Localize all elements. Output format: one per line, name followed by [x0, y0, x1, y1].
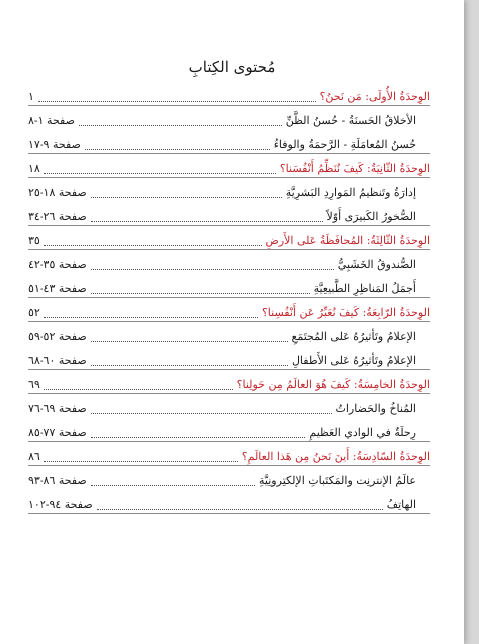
- toc-page: ٥٢: [28, 306, 40, 319]
- dot-leader: [91, 293, 310, 294]
- dot-leader: [91, 269, 334, 270]
- toc-page: صفحة ٦٩-٧٦: [28, 402, 87, 415]
- toc-page: ٦٩: [28, 378, 40, 391]
- toc-unit-2: [28, 154, 430, 178]
- toc-lesson: [28, 394, 430, 418]
- toc-page: صفحة ١-٨: [28, 114, 75, 127]
- dot-leader: [97, 509, 383, 510]
- divider: [28, 513, 430, 514]
- toc-lesson: [28, 250, 430, 274]
- dot-leader: [91, 197, 282, 198]
- table-of-contents: [28, 82, 430, 514]
- toc-label: الوِحدَةُ السّادِسَةُ: أَينَ نَحنُ مِن هَذا العالَمِ؟: [241, 450, 430, 463]
- dot-leader: [91, 221, 323, 222]
- toc-lesson: [28, 202, 430, 226]
- dot-leader: [79, 125, 282, 126]
- toc-label: الصُّندوقُ الخَشَبِيُّ: [337, 258, 416, 271]
- toc-unit-1: [28, 82, 430, 106]
- toc-label: حُسنُ المُعامَلَةِ - الرَّحمَةُ والوفاءُ: [273, 138, 416, 151]
- toc-page: صفحة ٨٦-٩٣: [28, 474, 87, 487]
- dot-leader: [44, 173, 276, 174]
- toc-label: الوِحدَةُ الخامِسَةُ: كَيفَ هُوَ العالَمُ مِن حَولِنا؟: [236, 378, 430, 391]
- toc-page: صفحة ٧٧-٨٥: [28, 426, 87, 439]
- toc-unit-3: [28, 226, 430, 250]
- dot-leader: [91, 413, 332, 414]
- dot-leader: [85, 149, 270, 150]
- dot-leader: [91, 365, 288, 366]
- toc-page: ١٨: [28, 162, 40, 175]
- dot-leader: [91, 437, 306, 438]
- dot-leader: [44, 461, 238, 462]
- toc-page: صفحة ٢٦-٣٤: [28, 210, 87, 223]
- toc-page: ٨٦: [28, 450, 40, 463]
- toc-page: صفحة ١٨-٢٥: [28, 186, 87, 199]
- toc-label: الإعلامُ وتَأثيرُهُ عَلى المُجتَمَعِ: [291, 330, 416, 343]
- toc-label: أَجمَلُ المَناظِرِ الطَّبيعِيَّةِ: [313, 282, 416, 295]
- toc-page: صفحة ٩-١٧: [28, 138, 81, 151]
- toc-lesson: [28, 466, 430, 490]
- toc-label: الوِحدَةُ الثّالِثَةُ: المُحافَظَةُ عَلى الأَرضِ: [265, 234, 430, 247]
- dot-leader: [44, 317, 258, 318]
- toc-lesson: [28, 130, 430, 154]
- toc-page: صفحة ٩٤-١٠٢: [28, 498, 93, 511]
- toc-label: الهاتِفُ: [386, 498, 416, 511]
- toc-page: صفحة ٤٣-٥١: [28, 282, 87, 295]
- dot-leader: [44, 245, 262, 246]
- toc-label: الإعلامُ وتَأثيرُهُ عَلى الأَطفالِ: [291, 354, 416, 367]
- toc-unit-5: [28, 370, 430, 394]
- toc-label: الصُّخورُ الكَبيرَى أَوّلاً: [326, 210, 416, 223]
- toc-label: إدارَةُ وتَنظيمُ المَوارِدِ البَشرِيَّةِ: [285, 186, 416, 199]
- toc-label: المُناخُ والحَضاراتُ: [335, 402, 416, 415]
- toc-lesson: [28, 274, 430, 298]
- toc-page: صفحة ٥٢-٥٩: [28, 330, 87, 343]
- toc-page: صفحة ٦٠-٦٨: [28, 354, 87, 367]
- dot-leader: [44, 389, 233, 390]
- toc-label: عالَمُ الإنترنِت والمَكتَباتِ الإلكتِرونِيَّةِ: [259, 474, 416, 487]
- toc-page: صفحة ٣٥-٤٢: [28, 258, 87, 271]
- toc-unit-4: [28, 298, 430, 322]
- toc-unit-6: [28, 442, 430, 466]
- toc-lesson: [28, 490, 430, 514]
- toc-label: الوِحدَةُ الأُولَى: مَن نَحنُ؟: [319, 90, 430, 103]
- toc-lesson: [28, 322, 430, 346]
- toc-page: ٣٥: [28, 234, 40, 247]
- dot-leader: [38, 101, 316, 102]
- toc-lesson: [28, 178, 430, 202]
- dot-leader: [91, 485, 255, 486]
- page-title: مُحتوى الكِتابِ: [188, 58, 276, 76]
- toc-lesson: [28, 106, 430, 130]
- toc-lesson: [28, 418, 430, 442]
- toc-label: رِحلَةٌ في الوادي العَظيمِ: [309, 426, 416, 439]
- toc-page: ١: [28, 90, 34, 103]
- toc-label: الوِحدَةُ الرّابِعَةُ: كَيفَ نُعَبِّرُ عَن أَنْفُسِنا؟: [261, 306, 430, 319]
- toc-label: الأخلاقُ الحَسنَةُ - حُسنُ الظَّنِّ: [285, 114, 416, 127]
- toc-lesson: [28, 346, 430, 370]
- dot-leader: [91, 341, 288, 342]
- toc-label: الوِحدَةُ الثّانِيَةُ: كَيفَ نُنَظِّمُ أَنْفُسَنا؟: [279, 162, 430, 175]
